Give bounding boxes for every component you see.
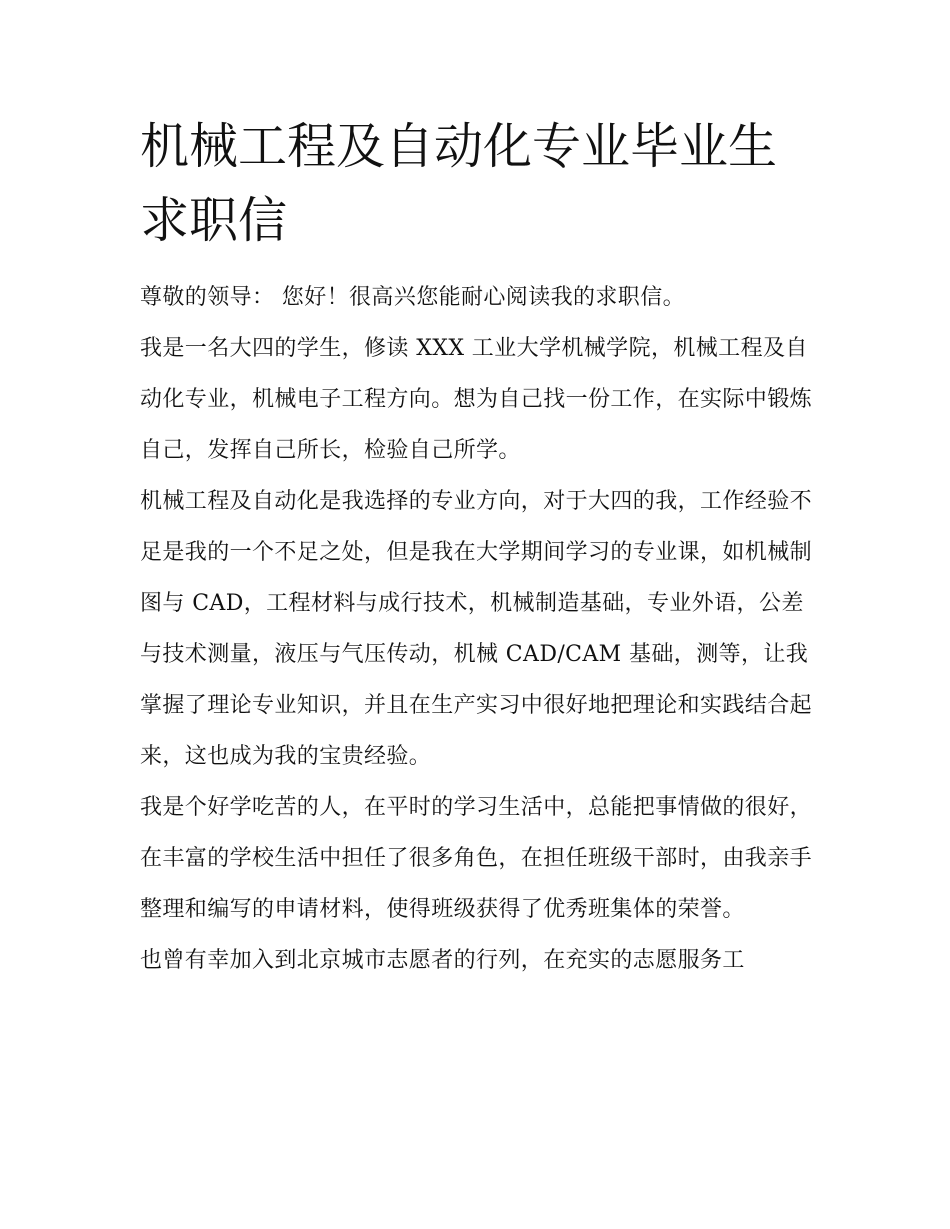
volunteer-paragraph: 也曾有幸加入到北京城市志愿者的行列，在充实的志愿服务工 bbox=[140, 948, 745, 973]
title-line-2: 求职信 bbox=[140, 192, 288, 249]
greeting-paragraph: 尊敬的领导： 您好！很高兴您能耐心阅读我的求职信。 bbox=[140, 285, 685, 310]
intro-paragraph: 我是一名大四的学生，修读 XXX 工业大学机械学院，机械工程及自动化专业，机械电子工程方向。想为自己找一份工作，在实际中锻炼自己，发挥自己所长，检验自己所学。 bbox=[140, 336, 813, 463]
document-page bbox=[140, 110, 820, 986]
personality-paragraph: 我是个好学吃苦的人，在平时的学习生活中，总能把事情做的很好，在丰富的学校生活中担任了很多角色，在担任班级干部时，由我亲手整理和编写的申请材料，使得班级获得了优秀班集体的荣誉。 bbox=[140, 795, 813, 922]
document-title bbox=[140, 110, 820, 258]
title-line-1: 机械工程及自动化专业毕业生 bbox=[140, 118, 778, 175]
major-paragraph: 机械工程及自动化是我选择的专业方向，对于大四的我，工作经验不足是我的一个不足之处，但是我在大学期间学习的专业课，如机械制图与 CAD，工程材料与成行技术，机械制造基础，专业外语，公差与技术测量，液压与气压传动，机械 CAD/CAM 基础，测等，让我掌握了理论专业知识，并且在生产实习中很好地把理论和实践结合起来，这也成为我的宝贵经验。 bbox=[140, 489, 813, 769]
